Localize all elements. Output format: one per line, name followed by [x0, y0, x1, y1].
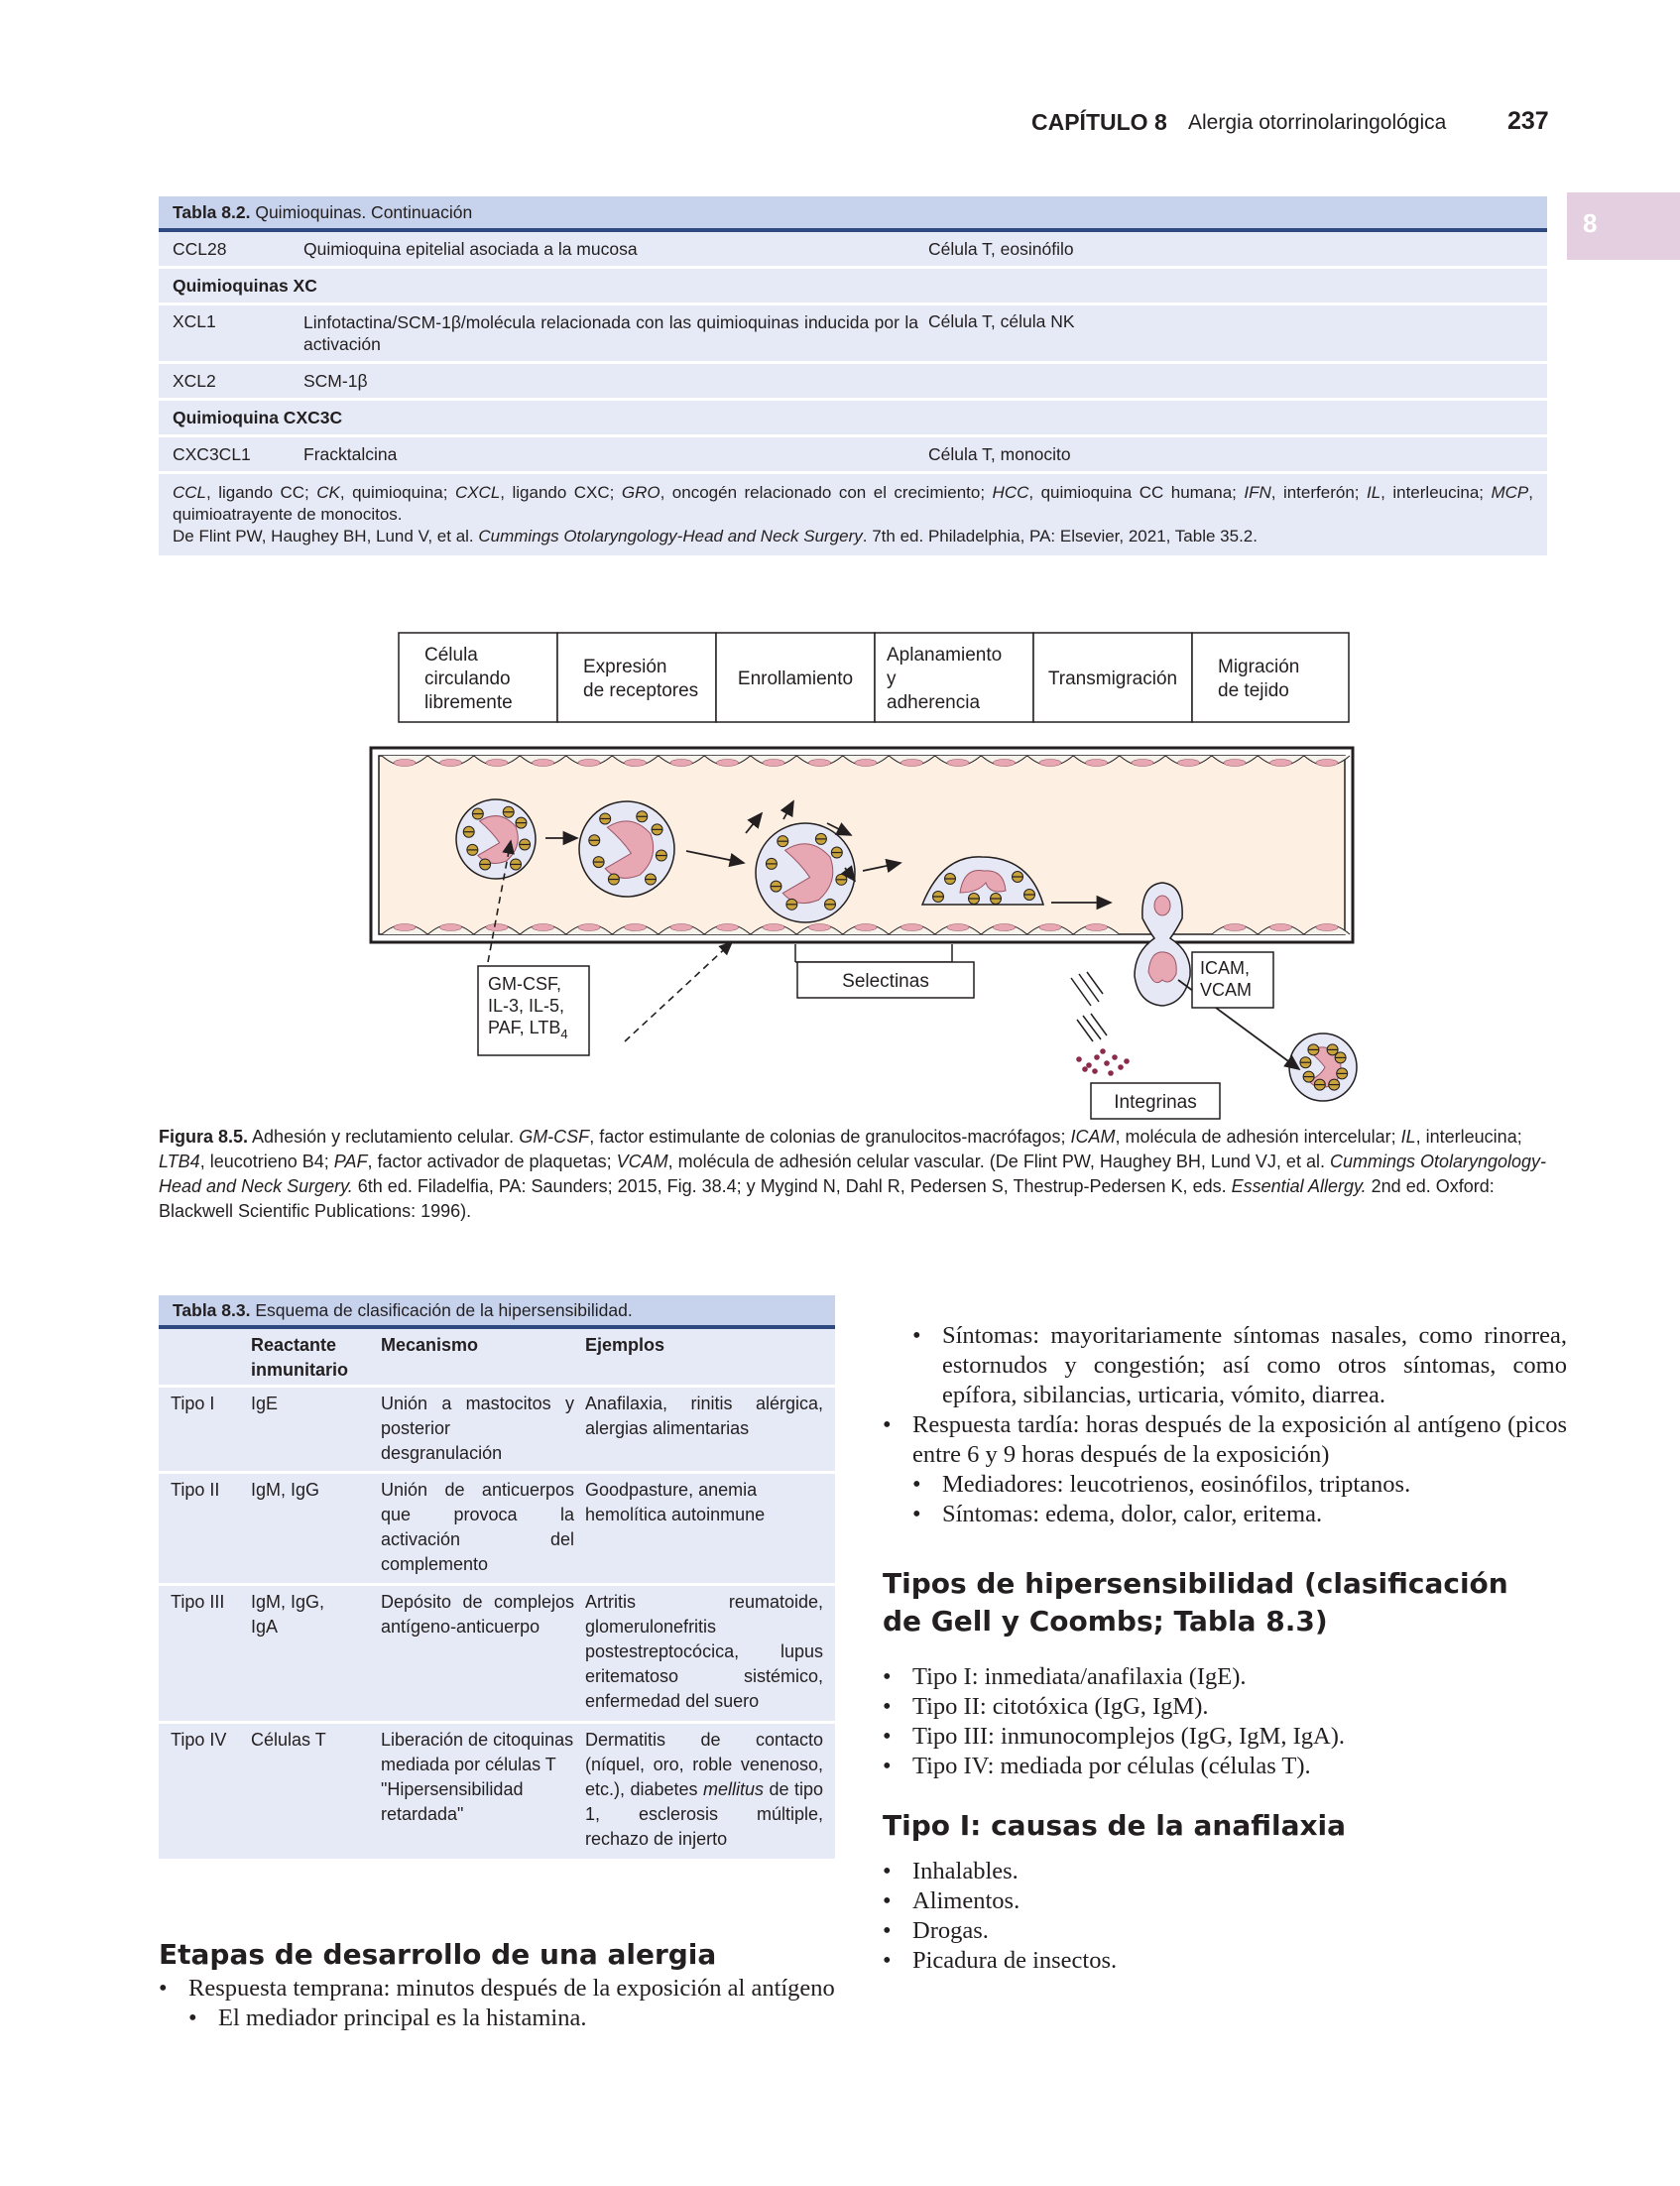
table-8-3-caption: [159, 1295, 835, 1329]
hypersensitivity-type: Tipo IV: [171, 1730, 227, 1750]
chapter-title: Alergia otorrinolaringológica: [1188, 111, 1447, 134]
list-item: • Tipo I: inmediata/anafilaxia (IgE).: [883, 1662, 1567, 1692]
chemokine-code: XCL1: [173, 311, 216, 331]
chemokine-code: XCL2: [173, 371, 216, 391]
stage-box: [399, 633, 557, 722]
table-row: [159, 1474, 835, 1586]
chemokine-target: Célula T, célula NK: [928, 311, 1075, 331]
stage-label: Aplanamiento: [887, 645, 1003, 666]
examples: Goodpasture, anemia hemolítica autoinmune: [585, 1480, 766, 1524]
list-item: • El mediador principal es la histamina.: [188, 2004, 843, 2033]
stage-label: circulando: [424, 668, 511, 689]
section-heading-anafilaxia: Tipo I: causas de la anafilaxia: [883, 1809, 1347, 1842]
label-cytokines: [478, 966, 589, 1055]
examples: Artritis reumatoide, glomerulonefritis postestreptocócica, lupus eritematoso sistémico, enfermedad del suero: [585, 1592, 823, 1711]
stage-label: Célula: [424, 645, 478, 666]
stage-label: de receptores: [583, 680, 699, 701]
mediator-dots: [1076, 1048, 1130, 1076]
list-item: • Mediadores: leucotrienos, eosinófilos, triptanos.: [912, 1470, 1567, 1500]
svg-text:Integrinas: Integrinas: [1114, 1092, 1197, 1113]
label-integrins: [1091, 1083, 1220, 1119]
label-selectins: [797, 962, 974, 998]
table-row: [159, 1724, 835, 1862]
chapter-label: CAPÍTULO 8: [1031, 109, 1167, 135]
hypersensitivity-type: Tipo I: [171, 1394, 215, 1413]
selectins-bracket: [795, 944, 952, 962]
stage-label: Expresión: [583, 657, 667, 677]
chemokine-name: Linfotactina/SCM-1β/molécula relacionada con las quimioquinas inducida por la activación: [303, 312, 918, 354]
list-item: • Respuesta temprana: minutos después de la exposición al antígeno: [159, 1974, 843, 2004]
table-8-3-caption-number: Tabla 8.3.: [173, 1300, 251, 1320]
examples: Anafilaxia, rinitis alérgica, alergias alimentarias: [585, 1394, 823, 1438]
table-header-row: [159, 1329, 835, 1388]
table-row: [159, 1388, 835, 1474]
list-item: • Alimentos.: [883, 1886, 1567, 1916]
stage-label: libremente: [424, 692, 513, 713]
table-row: [159, 437, 1547, 474]
anaphylaxis-causes-list: [883, 1857, 1567, 1976]
mechanism: Unión de anticuerpos que provoca la activación del complemento: [381, 1480, 574, 1574]
leukocyte: [579, 801, 674, 897]
list-item: • Picadura de insectos.: [883, 1946, 1567, 1976]
chemokine-name: Quimioquina epitelial asociada a la mucosa: [303, 239, 638, 259]
chemokine-name: Fracktalcina: [303, 444, 398, 464]
immune-reactant: IgE: [251, 1394, 279, 1413]
mechanism: Liberación de citoquinas mediada por células T "Hipersensibilidad retardada": [381, 1730, 574, 1824]
mechanism: Depósito de complejos antígeno-anticuerpo: [381, 1592, 574, 1637]
stage-label: de tejido: [1218, 680, 1289, 701]
chemokine-target: Célula T, monocito: [928, 444, 1071, 464]
svg-text:Selectinas: Selectinas: [842, 971, 929, 992]
header-reactante: Reactante inmunitario: [251, 1335, 348, 1380]
header-mecanismo: Mecanismo: [381, 1335, 479, 1355]
stage-box: [1033, 633, 1192, 722]
mechanism: Unión a mastocitos y posterior desgranulación: [381, 1394, 574, 1463]
header-ejemplos: Ejemplos: [585, 1335, 665, 1355]
table-group-row: Quimioquina CXC3C: [159, 401, 1547, 437]
hypersensitivity-type: Tipo III: [171, 1592, 225, 1612]
table-8-2-caption-text: Quimioquinas. Continuación: [250, 202, 473, 222]
hypersensitivity-type: Tipo II: [171, 1480, 220, 1500]
table-8-2-caption-number: Tabla 8.2.: [173, 202, 251, 222]
chemokine-code: CCL28: [173, 239, 227, 259]
list-item: • Síntomas: mayoritariamente síntomas nasales, como rinorrea, estornudos y congestión; así como otros síntomas, como epífora, sibilancias, urticaria, vómito, diarrea.: [912, 1321, 1567, 1410]
immune-reactant: IgM, IgG, IgA: [251, 1592, 325, 1637]
left-section: [159, 1936, 843, 2033]
section-heading-tipos: Tipos de hipersensibilidad (clasificación de Gell y Coombs; Tabla 8.3): [883, 1567, 1508, 1638]
chapter-side-tab-number: 8: [1583, 208, 1598, 238]
list-item: • Drogas.: [883, 1916, 1567, 1946]
list-item: • Respuesta tardía: horas después de la exposición al antígeno (picos entre 6 y 9 horas después de la exposición): [883, 1410, 1567, 1470]
stage-box: [557, 633, 716, 722]
table-row: [159, 305, 1547, 364]
stage-label: Transmigración: [1047, 668, 1178, 689]
chemokine-target: Célula T, eosinófilo: [928, 239, 1074, 259]
table-8-2-caption: [159, 196, 1547, 232]
stage-label: Migración: [1218, 657, 1300, 677]
stage-box: [875, 633, 1033, 722]
chemokine-name: SCM-1β: [303, 371, 368, 391]
table-8-3: [159, 1295, 835, 1862]
table-row: [159, 1586, 835, 1724]
immune-reactant: Células T: [251, 1730, 326, 1750]
stage-label: y: [887, 668, 897, 689]
stage-box: [716, 633, 875, 722]
label-icam-vcam: [1192, 952, 1273, 1008]
list-item: • Tipo III: inmunocomplejos (IgG, IgM, IgA).: [883, 1722, 1567, 1752]
hypersensitivity-types-list: [883, 1662, 1567, 1781]
transmigrating-leukocyte: [1135, 883, 1190, 1006]
table-row: [159, 232, 1547, 269]
table-8-2-abbreviations: CCL, ligando CC; CK, quimioquina; CXCL, ligando CXC; GRO, oncogén relacionado con el crecimiento; HCC, quimioquina CC humana; IFN, interferón; IL, interleucina; MCP, quimioatrayente de monocitos.: [173, 483, 1533, 524]
stage-label: adherencia: [887, 692, 981, 713]
svg-text:ICAM,VCAM: ICAM, VCAM: [1200, 958, 1253, 1000]
leukocyte: [456, 799, 536, 879]
right-section: [883, 1321, 1567, 1976]
table-8-3-caption-text: Esquema de clasificación de la hipersensibilidad.: [250, 1300, 633, 1320]
leukocyte: [756, 823, 855, 922]
immune-reactant: IgM, IgG: [251, 1480, 320, 1500]
figure-cell-adhesion: [357, 625, 1369, 1121]
list-item: • Inhalables.: [883, 1857, 1567, 1886]
table-8-2-reference: De Flint PW, Haughey BH, Lund V, et al. Cummings Otolaryngology-Head and Neck Surgery. 7th ed. Philadelphia, PA: Elsevier, 2021, Table 35.2.: [173, 527, 1258, 546]
figure-caption: Figura 8.5. Adhesión y reclutamiento celular. GM-CSF, factor estimulante de colonias de granulocitos-macrófagos; ICAM, molécula de adhesión intercelular; IL, interleucina; LTB4, leucotrieno B4; PAF, factor activador de plaquetas; VCAM, molécula de adhesión celular vascular. (De Flint PW, Haughey BH, Lund VJ, et al. Cummings Otolaryngology-Head and Neck Surgery. 6th ed. Filadelfia, PA: Saunders; 2015, Fig. 38.4; y Mygind N, Dahl R, Pedersen S, Thestrup-Pedersen K, eds. Essential Allergy. 2nd ed. Oxford: Blackwell Scientific Publications: 1996).: [159, 1127, 1547, 1221]
table-8-2: [159, 196, 1547, 555]
stage-label: Enrollamiento: [737, 668, 854, 689]
list-item: • Tipo II: citotóxica (IgG, IgM).: [883, 1692, 1567, 1722]
section-heading-etapas: Etapas de desarrollo de una alergia: [159, 1938, 717, 1971]
svg-text:GM-CSF,IL-3, IL-5,PAF, LTB4: GM-CSF, IL-3, IL-5, PAF, $LTB_4$: [488, 974, 568, 1041]
stage-box: [1192, 633, 1349, 722]
mediator-release: [1071, 972, 1107, 1041]
list-item: • Síntomas: edema, dolor, calor, eritema.: [912, 1500, 1567, 1529]
examples: Dermatitis de contacto (níquel, oro, roble venenoso, etc.), diabetes mellitus de tipo 1, esclerosis múltiple, rechazo de injerto: [585, 1730, 823, 1849]
chapter-side-tab: [1567, 192, 1680, 260]
table-group-row: Quimioquinas XC: [159, 269, 1547, 305]
table-row: [159, 364, 1547, 401]
chemokine-code: CXC3CL1: [173, 444, 251, 464]
tissue-leukocyte: [1289, 1033, 1357, 1101]
table-8-2-footnote: [159, 474, 1547, 555]
list-item: • Tipo IV: mediada por células (células T).: [883, 1752, 1567, 1781]
stage-boxes: [399, 633, 1349, 722]
page-number: 237: [1507, 107, 1549, 135]
